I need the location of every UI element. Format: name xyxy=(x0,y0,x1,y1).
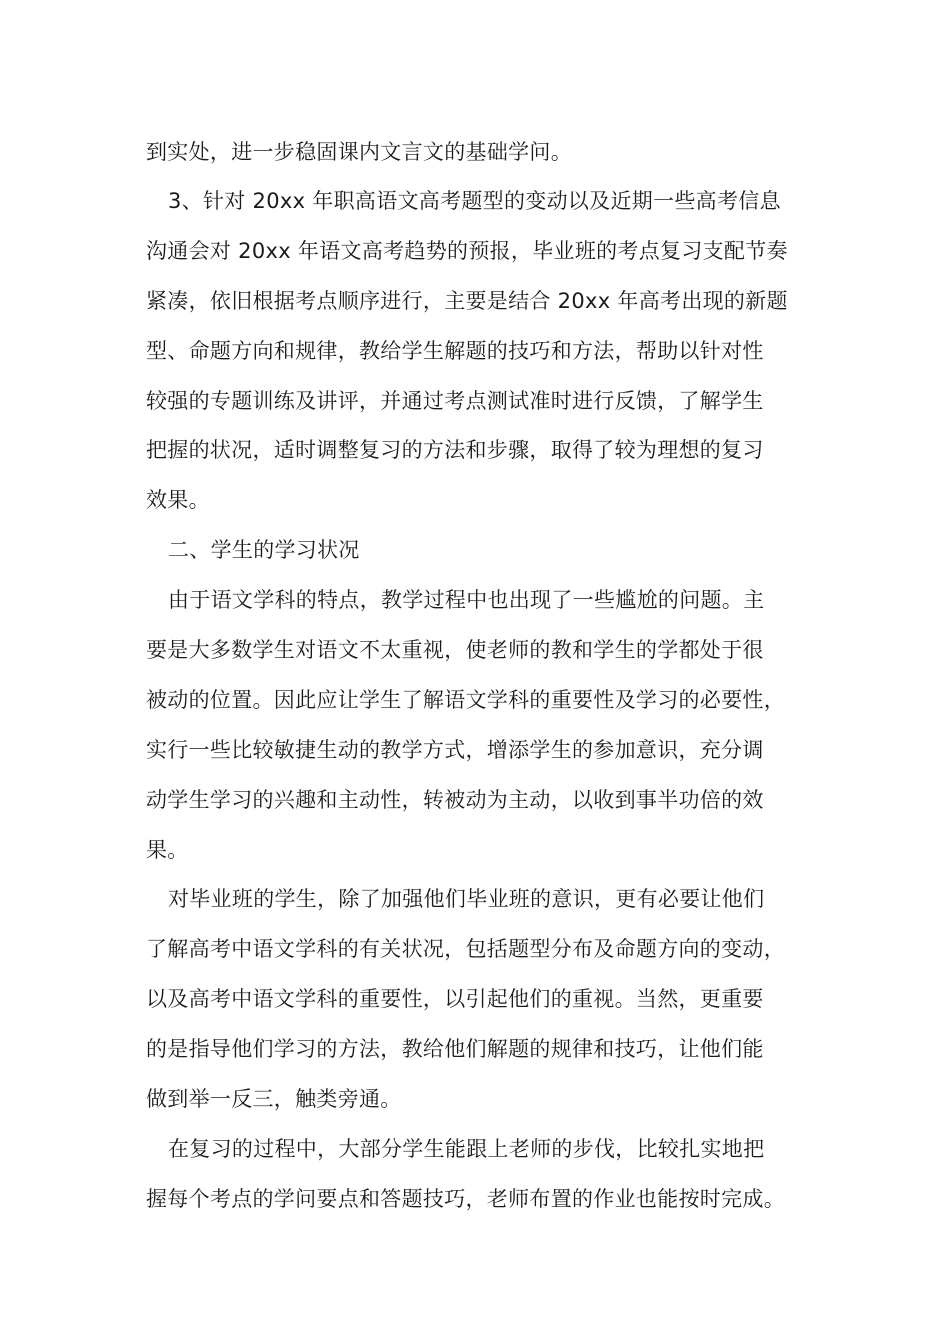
text-line: 实行一些比较敏捷生动的教学方式，增添学生的参加意识，充分调 xyxy=(146,738,764,762)
text-line: 把握的状况，适时调整复习的方法和步骤，取得了较为理想的复习 xyxy=(146,438,764,462)
text-line: 的是指导他们学习的方法，教给他们解题的规律和技巧，让他们能 xyxy=(146,1037,764,1061)
text-line: 动学生学习的兴趣和主动性，转被动为主动，以收到事半功倍的效 xyxy=(146,788,764,812)
text-line: 效果。 xyxy=(146,488,210,512)
text-line: 要是大多数学生对语文不太重视，使老师的教和学生的学都处于很 xyxy=(146,638,764,662)
text-line: 做到举一反三，触类旁通。 xyxy=(146,1087,402,1111)
text-line: 了解高考中语文学科的有关状况，包括题型分布及命题方向的变动， xyxy=(146,937,785,961)
text-line: 3、针对 20xx 年职高语文高考题型的变动以及近期一些高考信息 xyxy=(168,189,781,213)
text-line: 型、命题方向和规律，教给学生解题的技巧和方法，帮助以针对性 xyxy=(146,339,764,363)
text-line: 被动的位置。因此应让学生了解语文学科的重要性及学习的必要性， xyxy=(146,688,785,712)
text-line: 以及高考中语文学科的重要性，以引起他们的重视。当然，更重要 xyxy=(146,987,764,1011)
text-line: 在复习的过程中，大部分学生能跟上老师的步伐，比较扎实地把 xyxy=(168,1137,765,1161)
text-line: 到实处，进一步稳固课内文言文的基础学问。 xyxy=(146,140,572,164)
text-line: 对毕业班的学生，除了加强他们毕业班的意识，更有必要让他们 xyxy=(168,887,765,911)
text-line: 紧凑，依旧根据考点顺序进行，主要是结合 20xx 年高考出现的新题 xyxy=(146,289,788,313)
text-line: 握每个考点的学问要点和答题技巧，老师布置的作业也能按时完成。 xyxy=(146,1187,785,1211)
text-line: 沟通会对 20xx 年语文高考趋势的预报，毕业班的考点复习支配节奏 xyxy=(146,239,788,263)
text-line: 果。 xyxy=(146,838,189,862)
text-line: 由于语文学科的特点，教学过程中也出现了一些尴尬的问题。主 xyxy=(168,588,765,612)
section-heading: 二、学生的学习状况 xyxy=(168,538,360,562)
text-line: 较强的专题训练及讲评，并通过考点测试准时进行反馈，了解学生 xyxy=(146,389,764,413)
